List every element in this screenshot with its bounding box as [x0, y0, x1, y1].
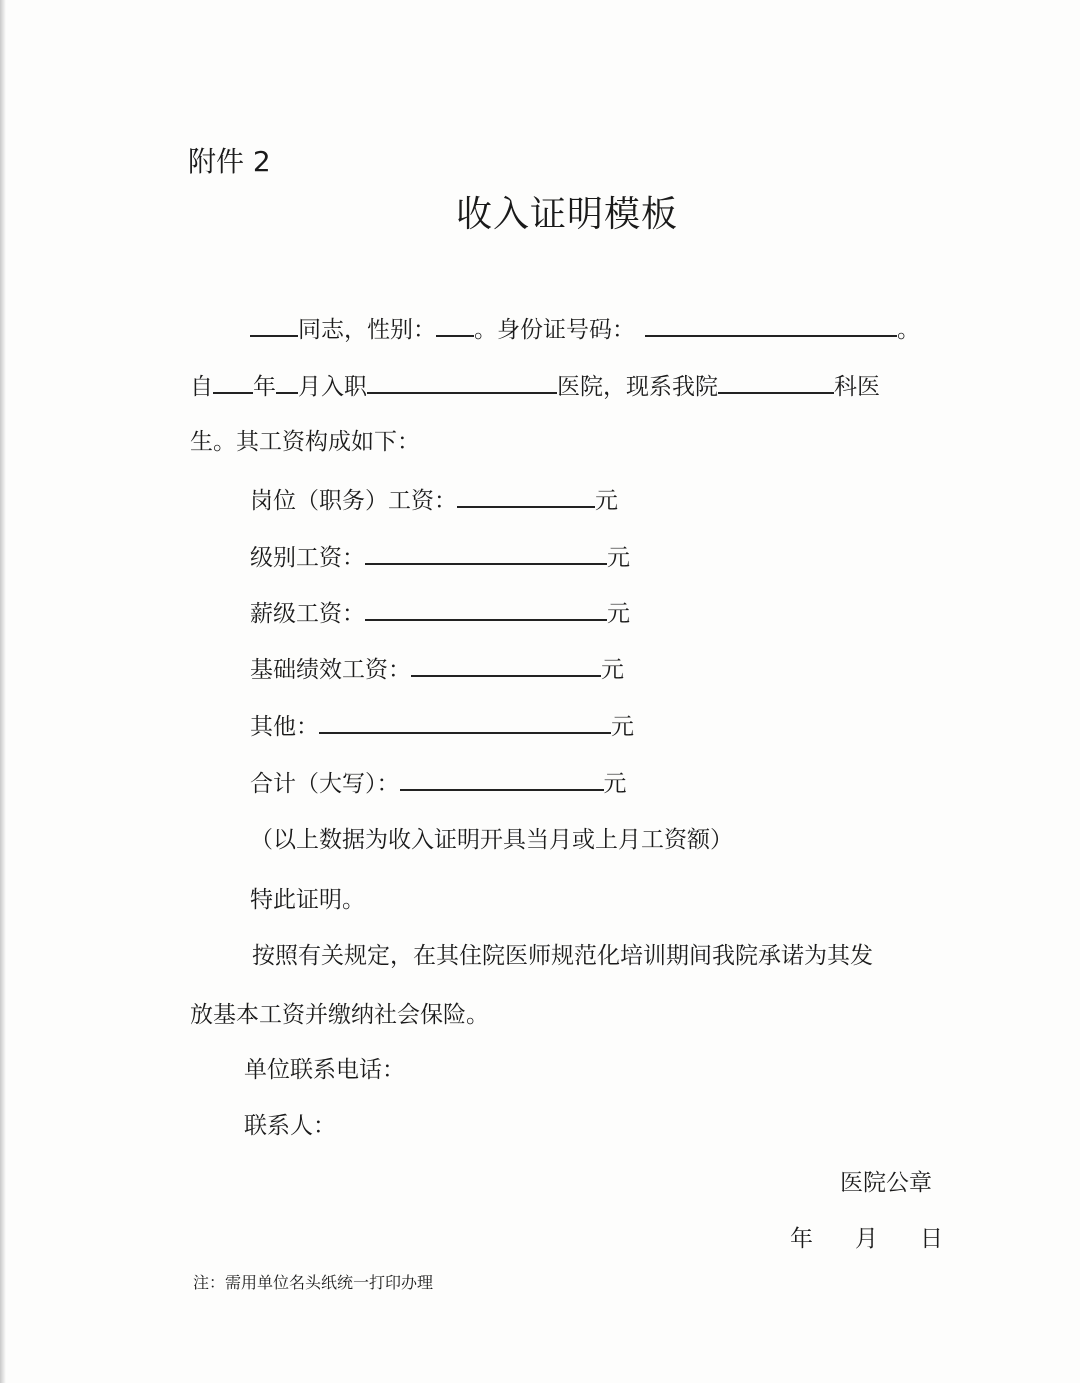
year-blank[interactable] — [213, 370, 253, 394]
footnote: 注：需用单位名头纸统一打印办理 — [193, 1273, 434, 1292]
line1-end: 。 — [897, 317, 920, 343]
date-year: 年 — [790, 1226, 813, 1252]
salary-label: 合计（大写）： — [250, 771, 400, 797]
employment-line — [190, 370, 880, 402]
date-day: 日 — [920, 1226, 943, 1252]
year-text: 年 — [253, 374, 276, 400]
document-title: 收入证明模板 — [455, 194, 678, 235]
salary-label: 基础绩效工资： — [250, 657, 411, 683]
remark-text: （以上数据为收入证明开具当月或上月工资额） — [250, 827, 733, 853]
phone-label: 单位联系电话： — [244, 1057, 405, 1083]
id-number-blank[interactable] — [645, 313, 897, 337]
salary-item — [250, 710, 634, 742]
commitment-line-2: 放基本工资并缴纳社会保险。 — [190, 1002, 489, 1028]
month-join-text: 月入职 — [298, 374, 367, 400]
salary-blank[interactable] — [319, 710, 611, 734]
salary-blank[interactable] — [365, 541, 607, 565]
unit-text: 元 — [611, 714, 634, 740]
hospital-text: 医院，现系我院 — [557, 374, 718, 400]
from-text: 自 — [190, 374, 213, 400]
salary-blank[interactable] — [457, 484, 595, 508]
name-blank[interactable] — [250, 313, 298, 337]
month-blank[interactable] — [276, 370, 298, 394]
salary-item — [250, 597, 630, 629]
contact-label: 联系人： — [244, 1113, 336, 1139]
id-number-text: 。身份证号码： — [474, 317, 635, 343]
salary-item — [250, 484, 618, 516]
salary-blank[interactable] — [400, 767, 604, 791]
hospital-blank[interactable] — [367, 370, 557, 394]
department-text: 科医 — [834, 374, 880, 400]
unit-text: 元 — [607, 545, 630, 571]
department-blank[interactable] — [718, 370, 834, 394]
certify-text: 特此证明。 — [250, 887, 365, 913]
unit-text: 元 — [603, 771, 627, 797]
salary-label: 岗位（职务）工资： — [250, 488, 457, 514]
salary-label: 级别工资： — [250, 545, 365, 571]
commitment-line-1: 按照有关规定，在其住院医师规范化培训期间我院承诺为其发 — [252, 943, 873, 969]
salary-blank[interactable] — [411, 653, 601, 677]
unit-text: 元 — [607, 601, 630, 627]
unit-text: 元 — [595, 488, 618, 514]
salary-total — [250, 767, 627, 799]
salary-item — [250, 653, 624, 685]
salary-intro: 生。其工资构成如下： — [190, 429, 420, 455]
salary-blank[interactable] — [365, 597, 607, 621]
salary-label: 其他： — [250, 714, 319, 740]
hospital-seal-label: 医院公章 — [840, 1170, 932, 1196]
date-month: 月 — [855, 1226, 878, 1252]
attachment-label: 附件 2 — [188, 145, 271, 178]
salary-label: 薪级工资： — [250, 601, 365, 627]
unit-text: 元 — [601, 657, 624, 683]
gender-blank[interactable] — [436, 313, 474, 337]
comrade-gender-text: 同志，性别： — [298, 317, 436, 343]
identity-line — [250, 313, 920, 345]
date-line — [790, 1220, 943, 1253]
salary-item — [250, 541, 630, 573]
